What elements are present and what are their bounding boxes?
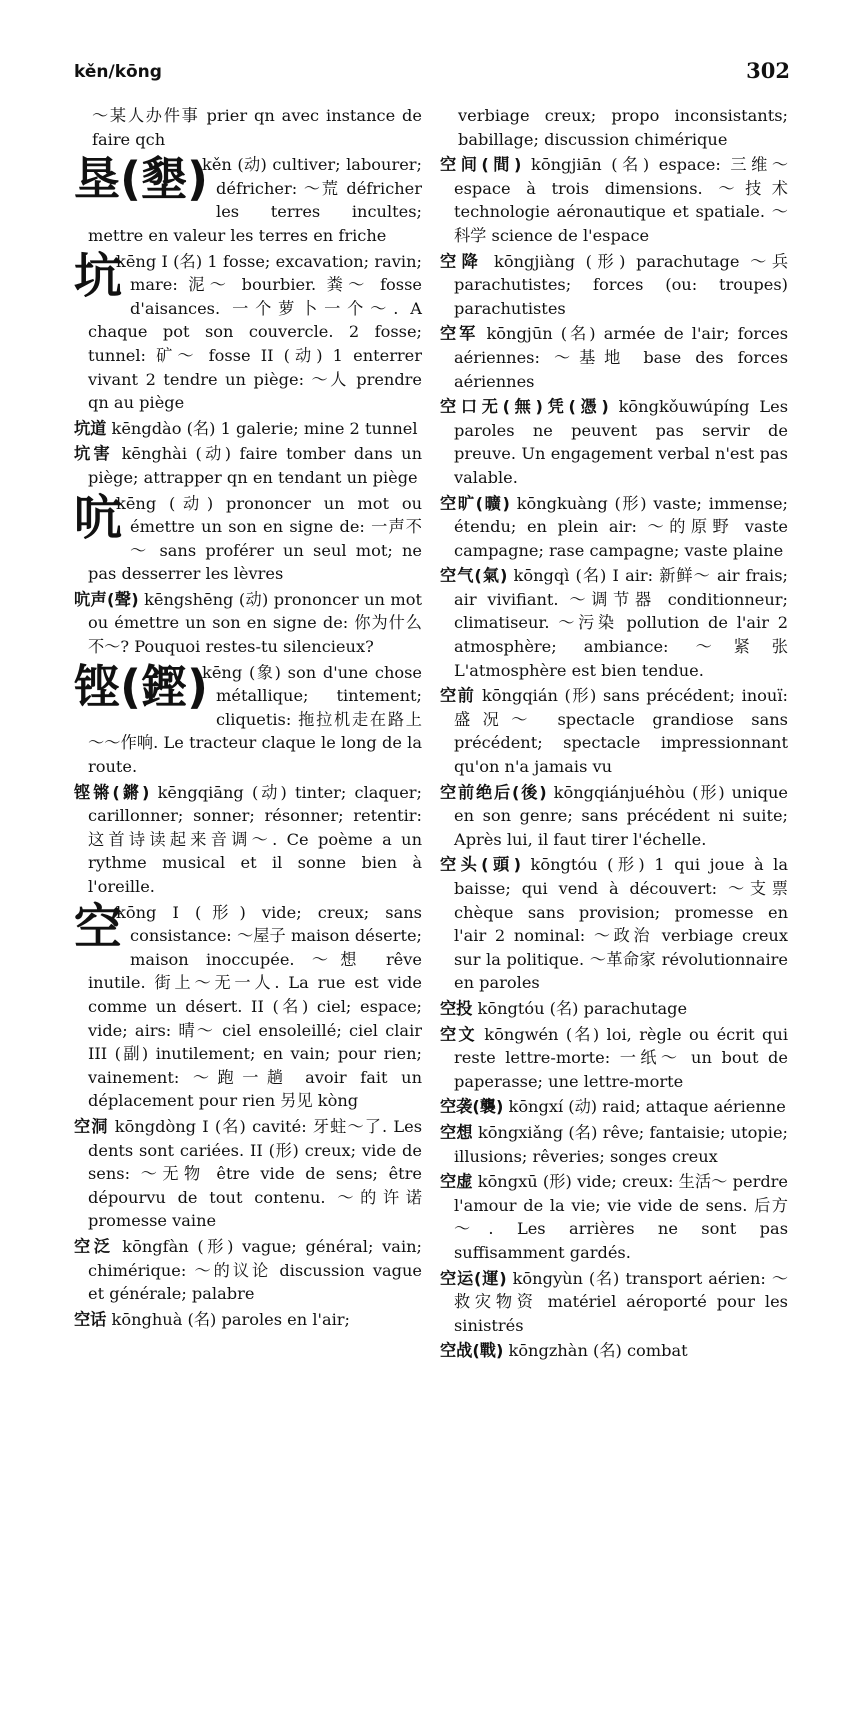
entry-text: kōngjiàng (形) parachutage ～兵 parachutistes; forces (ou: troupes) parachutistes	[454, 251, 789, 318]
compound-headword: 空泛	[74, 1236, 114, 1256]
left-column	[74, 104, 422, 1333]
compound-headword: 铿锵(鏘)	[74, 782, 150, 802]
entry-text: kōngtóu (名) parachutage	[472, 998, 688, 1018]
right-column	[440, 104, 788, 1365]
guide-words: kěn/kōng	[74, 62, 162, 82]
compound-headword: 空头(頭)	[440, 855, 521, 875]
compound-entry	[440, 1339, 788, 1363]
entry-text: kěn (动) cultiver; labourer; défricher: ～荒 défricher les terres incultes; mettre en valeur les terres en friche	[88, 155, 422, 245]
entry-text: kōngxiǎng (名) rêve; fantaisie; utopie; illusions; rêveries; songes creux	[454, 1122, 789, 1166]
entry-continuation	[74, 104, 422, 151]
entry-text: kōnghuà (名) paroles en l'air;	[106, 1309, 350, 1329]
compound-headword: 坑害	[74, 444, 114, 464]
compound-headword: 吭声(聲)	[74, 589, 139, 609]
compound-headword: 空洞	[74, 1116, 109, 1136]
compound-entry	[74, 1308, 422, 1332]
main-headword: 坑	[74, 247, 123, 304]
compound-headword: 坑道	[74, 418, 107, 438]
entry-text: kōngfàn (形) vague; général; vain; chimérique: ～的议论 discussion vague et générale; palabre	[88, 1236, 422, 1304]
entry-text: kōngjūn (名) armée de l'air; forces aériennes: ～基地 base des forces aériennes	[454, 324, 788, 391]
entry-text: ～某人办件事 prier qn avec instance de faire qch	[92, 106, 422, 149]
entry-text: kōngkuàng (形) vaste; immense; étendu; en plein air: ～的原野 vaste campagne; rase campagne; vaste plaine	[454, 493, 789, 560]
main-headword-entry	[74, 898, 422, 1113]
entry-text: kēnghài (动) faire tomber dans un piège; attrapper qn en tendant un piège	[88, 444, 423, 487]
entry-text: kēng (象) son d'une chose métallique; tintement; cliquetis: 拖拉机走在路上～～作响. Le tracteur claque le long de la route.	[88, 662, 422, 777]
entry-text: kōng I (形) vide; creux; sans consistance: ～屋子 maison déserte; maison inoccupée. ～想 rêve inutile. 街上～无一人. La rue est vide comme un désert. II (名) ciel; espace; vide; airs: 晴～ ciel ensoleillé; ciel clair III (副) inutilement; en vain; pour rien; vainement: ～跑一趟 avoir fait un déplacement pour rien 另见 kòng	[88, 902, 422, 1111]
main-headword-entry	[74, 247, 422, 415]
compound-headword: 空气(氣)	[440, 566, 508, 586]
compound-headword: 空旷(曠)	[440, 493, 510, 513]
compound-headword: 空前	[440, 686, 476, 706]
compound-entry	[440, 1023, 788, 1094]
compound-entry	[440, 492, 788, 563]
main-headword-entry	[74, 489, 422, 586]
entry-text: kēngqiāng (动) tinter; claquer; carillonner; sonner; résonner; retentir: 这首诗读起来音调～. Ce poème a un rythme musical et il sonne bien à l'oreille.	[88, 782, 422, 896]
main-headword: 空	[74, 898, 123, 955]
compound-entry	[74, 1235, 422, 1306]
compound-headword: 空想	[440, 1122, 473, 1142]
page-number: 302	[746, 58, 790, 83]
entry-text: verbiage creux; propo inconsistants; babillage; discussion chimérique	[458, 106, 788, 149]
compound-headword: 空降	[440, 251, 484, 271]
compound-entry	[440, 250, 788, 321]
entry-text: kōngxí (动) raid; attaque aérienne	[503, 1097, 786, 1117]
compound-entry	[74, 417, 422, 441]
entry-text: kēngdào (名) 1 galerie; mine 2 tunnel	[106, 418, 418, 438]
compound-entry	[440, 153, 788, 247]
compound-entry	[440, 1121, 788, 1168]
compound-entry	[440, 1095, 788, 1119]
entry-text: kōngwén (名) loi, règle ou écrit qui reste lettre-morte: 一纸～ un bout de paperasse; une lettre-morte	[454, 1024, 788, 1091]
compound-headword: 空口无(無)凭(憑)	[440, 397, 609, 417]
compound-headword: 空投	[440, 998, 473, 1018]
compound-headword: 空文	[440, 1024, 477, 1044]
main-headword: 铿(鏗)	[74, 659, 209, 714]
compound-entry	[74, 1115, 422, 1233]
compound-entry	[440, 781, 788, 852]
entry-text: kēng I (名) 1 fosse; excavation; ravin; mare: 泥～ bourbier. 粪～ fosse d'aisances. 一个萝卜一个～. A chaque pot son couvercle. 2 fosse; tunnel: 矿～ fosse II (动) 1 enterrer vivant 2 tendre un piège: ～人 prendre qn au piège	[88, 251, 422, 413]
compound-headword: 空运(運)	[440, 1268, 507, 1288]
compound-entry	[74, 442, 422, 489]
entry-text: kōngqì (名) I air: 新鲜～ air frais; air vivifiant. ～调节器 conditionneur; climatiseur. ～污染 pollution de l'air 2 atmosphère; ambiance: ～紧张 L'atmosphère est bien tendue.	[454, 566, 788, 680]
entry-text: kōngkǒuwúpíng Les paroles ne peuvent pas servir de preuve. Un engagement verbal n'est pas valable.	[454, 397, 789, 487]
main-headword: 吭	[74, 489, 123, 546]
compound-headword: 空袭(襲)	[440, 1097, 504, 1117]
compound-headword: 空话	[74, 1309, 107, 1329]
entry-text: kōngqián (形) sans précédent; inouï: 盛况～ spectacle grandiose sans précédent; spectacle impressionnant qu'on n'a jamais vu	[454, 686, 788, 777]
compound-entry	[440, 564, 788, 682]
compound-entry	[440, 997, 788, 1021]
entry-continuation	[440, 104, 788, 151]
main-headword: 垦(墾)	[74, 152, 209, 207]
compound-entry	[440, 395, 788, 489]
compound-entry	[440, 322, 788, 393]
entry-text: kōngdòng I (名) cavité: 牙蛀～了. Les dents sont cariées. II (形) creux; vide de sens: ～无物 être vide de sens; être dépourvu de tout contenu. ～的许诺 promesse vaine	[88, 1116, 422, 1231]
entry-text: kēng (动) prononcer un mot ou émettre un son en signe de: 一声不～ sans proférer un seul mot; ne pas desserrer les lèvres	[88, 493, 422, 584]
compound-headword: 空战(戰)	[440, 1341, 504, 1361]
compound-entry	[440, 1267, 788, 1338]
compound-entry	[440, 853, 788, 995]
compound-entry	[440, 684, 788, 778]
entry-text: kōngyùn (名) transport aérien: ～救灾物资 matériel aéroporté pour les sinistrés	[454, 1268, 789, 1335]
compound-headword: 空虚	[440, 1172, 473, 1192]
compound-entry	[440, 1170, 788, 1264]
main-headword-entry	[74, 661, 422, 779]
entry-text: kōngtóu (形) 1 qui joue à la baisse; qui vend à découvert: ～支票 chèque sans provision; promesse en l'air 2 nominal: ～政治 verbiage creux sur la politique. ～革命家 révolutionnaire en paroles	[454, 855, 788, 993]
entry-text: kōngqiánjuéhòu (形) unique en son genre; sans précédent ni suite; Après lui, il faut tirer l'échelle.	[454, 782, 789, 849]
compound-headword: 空间(間)	[440, 155, 522, 175]
compound-entry	[74, 588, 422, 659]
compound-entry	[74, 781, 422, 899]
entry-text: kōngzhàn (名) combat	[503, 1341, 688, 1361]
entry-text: kōngxū (形) vide; creux: 生活～ perdre l'amour de la vie; vie vide de sens. 后方～. Les arrières ne sont pas suffisamment gardés.	[454, 1172, 788, 1262]
entry-text: kōngjiān (名) espace: 三维～ espace à trois dimensions. ～技术 technologie aéronautique et spatiale. ～科学 science de l'espace	[454, 155, 789, 245]
compound-headword: 空军	[440, 324, 479, 344]
compound-headword: 空前绝后(後)	[440, 782, 547, 802]
main-headword-entry	[74, 153, 422, 247]
entry-text: kēngshēng (动) prononcer un mot ou émettre un son en signe de: 你为什么不～? Pouquoi restes-tu silencieux?	[88, 589, 423, 657]
page-header	[74, 58, 790, 86]
